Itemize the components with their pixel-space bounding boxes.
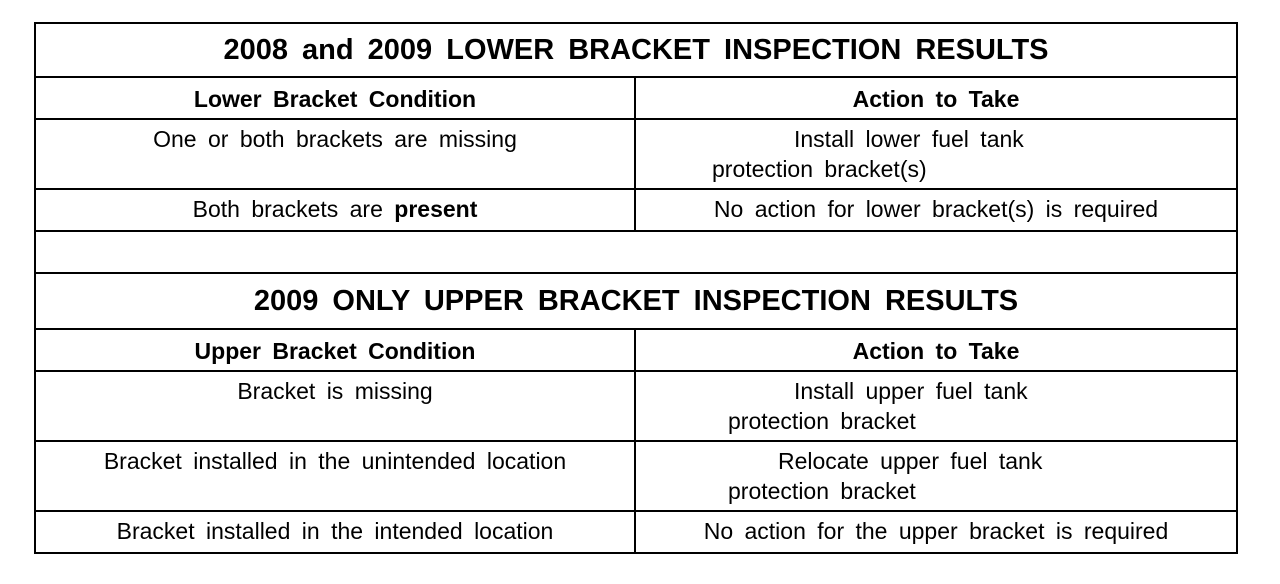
upper-title-text: 2009 ONLY UPPER BRACKET INSPECTION RESULTS — [253, 284, 1019, 317]
condition-text: Both brackets are — [192, 196, 383, 222]
upper-row-unintended — [36, 440, 1236, 510]
upper-action-cell — [636, 372, 1236, 440]
spacer-row — [36, 230, 1236, 272]
action-line-1: Install upper fuel tank — [794, 378, 1028, 404]
upper-action-header: Action to Take — [852, 338, 1020, 364]
upper-row-intended — [36, 510, 1236, 552]
action-line-2: protection bracket — [728, 478, 916, 504]
lower-condition-header: Lower Bracket Condition — [36, 78, 636, 118]
upper-condition-cell: Bracket installed in the intended location — [36, 512, 636, 552]
lower-condition-cell: One or both brackets are missing — [36, 120, 636, 188]
upper-table-title — [36, 272, 1236, 328]
upper-condition-header: Upper Bracket Condition — [36, 330, 636, 370]
upper-action-cell — [636, 442, 1236, 510]
lower-action-header: Action to Take — [852, 86, 1020, 112]
action-line-1: Relocate upper fuel tank — [778, 448, 1043, 474]
lower-action-cell — [636, 120, 1236, 188]
upper-header-row — [36, 328, 1236, 370]
lower-action-cell: No action for lower bracket(s) is required — [713, 196, 1159, 222]
action-line-2: protection bracket(s) — [712, 156, 927, 182]
upper-condition-cell: Bracket is missing — [36, 372, 636, 440]
action-line-2: protection bracket — [728, 408, 916, 434]
lower-title-text: 2008 and 2009 LOWER BRACKET INSPECTION RESULTS — [223, 33, 1049, 66]
lower-header-row — [36, 76, 1236, 118]
action-line-1: Install lower fuel tank — [794, 126, 1024, 152]
lower-table-title — [36, 24, 1236, 76]
upper-condition-cell: Bracket installed in the unintended location — [36, 442, 636, 510]
lower-row-present — [36, 188, 1236, 230]
upper-action-cell: No action for the upper bracket is required — [703, 518, 1169, 544]
upper-row-missing — [36, 370, 1236, 440]
lower-row-missing — [36, 118, 1236, 188]
condition-bold-text: present — [394, 196, 478, 222]
lower-condition-cell — [36, 190, 636, 230]
inspection-results-table — [34, 22, 1238, 554]
